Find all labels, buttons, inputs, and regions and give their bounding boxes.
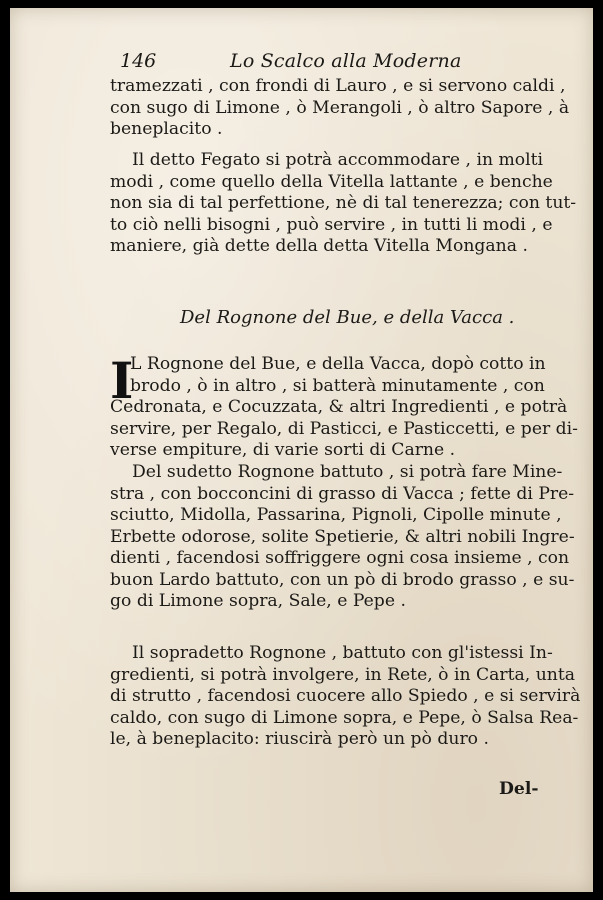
text-line: le, à beneplacito: riuscirà però un pò duro . (110, 729, 489, 749)
text-line: dienti , facendosi soffriggere ogni cosa insieme , con (110, 548, 570, 568)
text-line: caldo, con sugo di Limone sopra, e Pepe, ò Salsa Rea- (110, 707, 579, 728)
page-number: 146 (120, 50, 157, 72)
text-line: con sugo di Limone , ò Merangoli , ò altro Sapore , à (110, 97, 570, 118)
text-line: Il detto Fegato si potrà accommodare , in molti (132, 150, 544, 170)
text-line: servire, per Regalo, di Pasticci, e Pasticcetti, e per di- (110, 418, 578, 439)
page-header (120, 50, 545, 74)
text-line: non sia di tal perfettione, nè di tal tenerezza; con tut- (110, 193, 577, 213)
text-line: buon Lardo battuto, con un pò di brodo grasso , e su- (110, 569, 575, 590)
text-line: di strutto , facendosi cuocere allo Spiedo , e si servirà (110, 686, 581, 706)
paragraph-5 (110, 643, 581, 751)
paragraph-3 (110, 351, 578, 462)
text-line: modi , come quello della Vitella lattante , e benche (110, 171, 553, 192)
text-line: go di Limone sopra, Sale, e Pepe . (110, 591, 406, 611)
text-line: tramezzati , con frondi di Lauro , e si servono caldi , (110, 76, 566, 96)
drop-capital: I (110, 351, 134, 410)
text-line: to ciò nelli bisogni , può servire , in tutti li modi , e (110, 214, 553, 235)
paragraph-1 (110, 76, 570, 141)
catchword: Del- (499, 779, 539, 799)
text-line: L Rognone del Bue, e della Vacca, dopò cotto in (130, 354, 546, 374)
text-line: Del sudetto Rognone battuto , si potrà fare Mine- (132, 462, 563, 482)
section-heading: Del Rognone del Bue, e della Vacca . (180, 307, 515, 328)
text-line: verse empiture, di varie sorti di Carne . (110, 440, 456, 460)
text-line: stra , con bocconcini di grasso di Vacca ; fette di Pre- (110, 483, 575, 504)
text-line: maniere, già dette della detta Vitella Mongana . (110, 236, 528, 256)
text-line: Cedronata, e Cocuzzata, & altri Ingredienti , e potrà (110, 397, 568, 417)
running-title: Lo Scalco alla Moderna (230, 50, 462, 72)
text-line: brodo , ò in altro , si batterà minutamente , con (130, 375, 545, 396)
text-line: sciutto, Midolla, Passarina, Pignoli, Cipolle minute , (110, 505, 562, 525)
book-page (10, 8, 593, 892)
text-line: gredienti, si potrà involgere, in Rete, ò in Carta, unta (110, 664, 576, 685)
text-line: beneplacito . (110, 119, 223, 139)
text-line: Erbette odorose, solite Spetierie, & altri nobili Ingre- (110, 526, 575, 547)
text-line: Il sopradetto Rognone , battuto con gl'istessi In- (132, 643, 553, 663)
paragraph-4 (110, 462, 575, 613)
paragraph-2 (110, 150, 577, 258)
